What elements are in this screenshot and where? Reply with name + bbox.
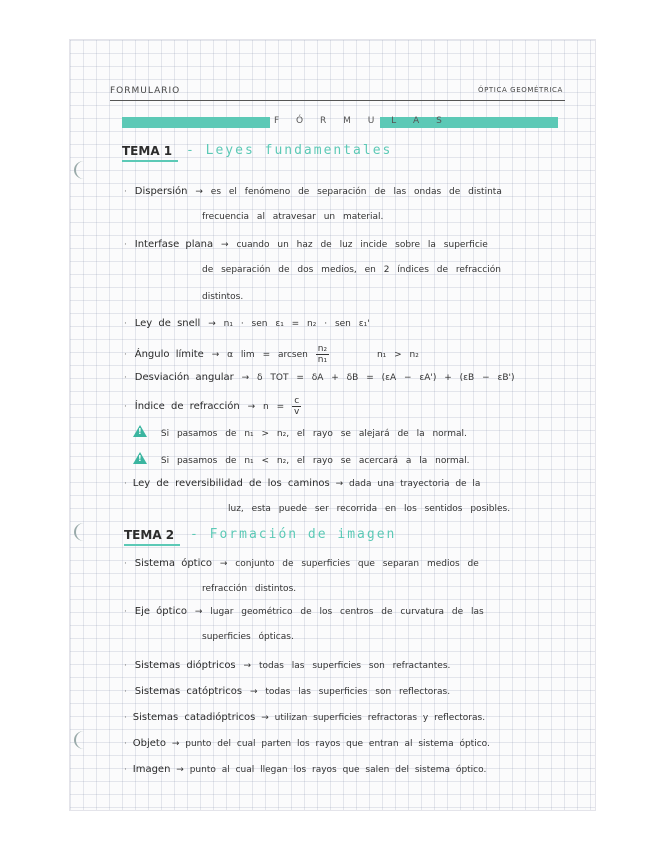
item-text: todas las superficies son reflectoras. <box>265 687 451 697</box>
dot-icon: · <box>124 479 127 489</box>
punch-hole <box>74 731 94 749</box>
tema1-title: - Leyes fundamentales <box>186 143 393 158</box>
tema1-underline <box>122 160 178 162</box>
item-reversibilidad-cont: luz, esta puede ser recorrida en los sentidos posibles. <box>228 504 511 514</box>
warning-triangle-icon <box>133 425 147 437</box>
right-arrow-icon: → <box>219 559 228 569</box>
right-arrow-icon: → <box>208 319 216 329</box>
header-rule <box>110 100 565 101</box>
item-desviacion <box>124 372 515 383</box>
fraction <box>316 344 329 365</box>
item-dioptricos <box>124 660 450 671</box>
dot-icon: · <box>124 765 127 775</box>
page-title: F Ó R M U L A S <box>274 116 449 126</box>
dot-icon: · <box>124 713 127 723</box>
tema2-underline <box>124 544 180 546</box>
item-term: Interfase plana <box>134 239 214 250</box>
item-reversibilidad <box>124 478 480 489</box>
warning-1 <box>133 425 467 439</box>
fraction <box>292 396 301 417</box>
item-text: punto del cual parten los rayos que entran al sistema óptico. <box>185 739 490 749</box>
header-right: ÓPTICA GEOMÉTRICA <box>478 86 563 94</box>
item-text: conjunto de superficies que separan medios de <box>235 559 479 569</box>
item-catadioptricos <box>124 712 485 723</box>
item-angulo-limite <box>124 344 419 365</box>
item-term: Imagen <box>132 764 171 775</box>
right-arrow-icon: → <box>195 187 203 197</box>
right-arrow-icon: → <box>261 713 269 723</box>
right-arrow-icon: → <box>241 373 250 383</box>
item-term: Eje óptico <box>134 606 187 617</box>
formula: δ TOT = δA + δB = (εA − εA') + (εB − εB') <box>257 373 515 383</box>
dot-icon: · <box>124 687 127 697</box>
item-snell <box>124 318 370 329</box>
item-indice <box>124 396 301 417</box>
item-text: cuando un haz de luz incide sobre la superficie <box>236 240 488 250</box>
dot-icon: · <box>124 739 127 749</box>
dot-icon: · <box>124 319 127 329</box>
tema1-label: TEMA 1 <box>122 144 173 158</box>
item-term: Sistemas catadióptricos <box>132 712 256 723</box>
item-term: Ley de reversibilidad de los caminos <box>132 478 330 489</box>
item-dispersion-cont: frecuencia al atravesar un material. <box>202 212 384 222</box>
denominator: n₁ <box>317 355 328 365</box>
right-arrow-icon: → <box>176 765 184 775</box>
numerator: c <box>292 396 301 407</box>
item-catoptricos <box>124 686 450 697</box>
item-interfase <box>124 239 488 250</box>
item-term: Objeto <box>132 738 166 749</box>
item-eje-optico <box>124 606 484 617</box>
item-term: Dispersión <box>134 186 188 197</box>
item-term: Ángulo límite <box>134 349 204 360</box>
tema2-label: TEMA 2 <box>124 528 175 542</box>
formula: α lim = arcsen <box>227 350 308 360</box>
warning-triangle-icon <box>133 452 147 464</box>
item-dispersion <box>124 186 502 197</box>
item-term: Sistemas dióptricos <box>134 660 236 671</box>
dot-icon: · <box>124 187 127 197</box>
item-imagen <box>124 764 486 775</box>
item-term: Ley de snell <box>134 318 201 329</box>
right-arrow-icon: → <box>194 607 203 617</box>
item-term: Sistema óptico <box>134 558 212 569</box>
denominator: v <box>294 407 300 417</box>
right-arrow-icon: → <box>221 240 229 250</box>
item-text: todas las superficies son refractantes. <box>258 661 451 671</box>
numerator: n₂ <box>317 344 328 354</box>
tema2-title: - Formación de imagen <box>190 527 397 542</box>
condition: n₁ > n₂ <box>376 350 419 360</box>
item-text: utilizan superficies refractoras y reflectoras. <box>274 713 486 723</box>
item-text: lugar geométrico de los centros de curvatura de las <box>210 607 484 617</box>
item-text: dada una trayectoria de la <box>349 479 481 489</box>
item-sistema-optico-cont: refracción distintos. <box>202 584 297 594</box>
item-term: Índice de refracción <box>134 401 240 412</box>
item-interfase-cont: de separación de dos medios, en 2 índices de refracción <box>202 265 501 275</box>
item-term: Desviación angular <box>134 372 234 383</box>
item-sistema-optico <box>124 558 479 569</box>
item-text: punto al cual llegan los rayos que salen del sistema óptico. <box>189 765 487 775</box>
punch-hole <box>74 161 94 179</box>
right-arrow-icon: → <box>211 350 220 360</box>
item-objeto <box>124 738 490 749</box>
right-arrow-icon: → <box>243 661 252 671</box>
right-arrow-icon: → <box>249 687 258 697</box>
right-arrow-icon: → <box>335 479 344 489</box>
dot-icon: · <box>124 350 127 360</box>
dot-icon: · <box>124 240 127 250</box>
warning-text: Si pasamos de n₁ > n₂, el rayo se alejará de la normal. <box>160 429 467 439</box>
dot-icon: · <box>124 661 127 671</box>
formula: n = <box>263 402 285 412</box>
item-interfase-cont2: distintos. <box>202 292 244 302</box>
header-left: FORMULARIO <box>110 86 181 96</box>
warning-2 <box>133 452 470 466</box>
title-banner-left <box>122 117 270 128</box>
dot-icon: · <box>124 559 127 569</box>
dot-icon: · <box>124 607 127 617</box>
dot-icon: · <box>124 373 127 383</box>
item-eje-optico-cont: superficies ópticas. <box>202 632 294 642</box>
formula: n₁ · sen ε₁ = n₂ · sen ε₁' <box>223 319 370 329</box>
right-arrow-icon: → <box>171 739 180 749</box>
dot-icon: · <box>124 402 127 412</box>
punch-hole <box>74 523 94 541</box>
item-text: es el fenómeno de separación de las ondas de distinta <box>210 187 502 197</box>
item-term: Sistemas catóptricos <box>134 686 243 697</box>
warning-text: Si pasamos de n₁ < n₂, el rayo se acercará a la normal. <box>160 456 470 466</box>
right-arrow-icon: → <box>247 402 256 412</box>
